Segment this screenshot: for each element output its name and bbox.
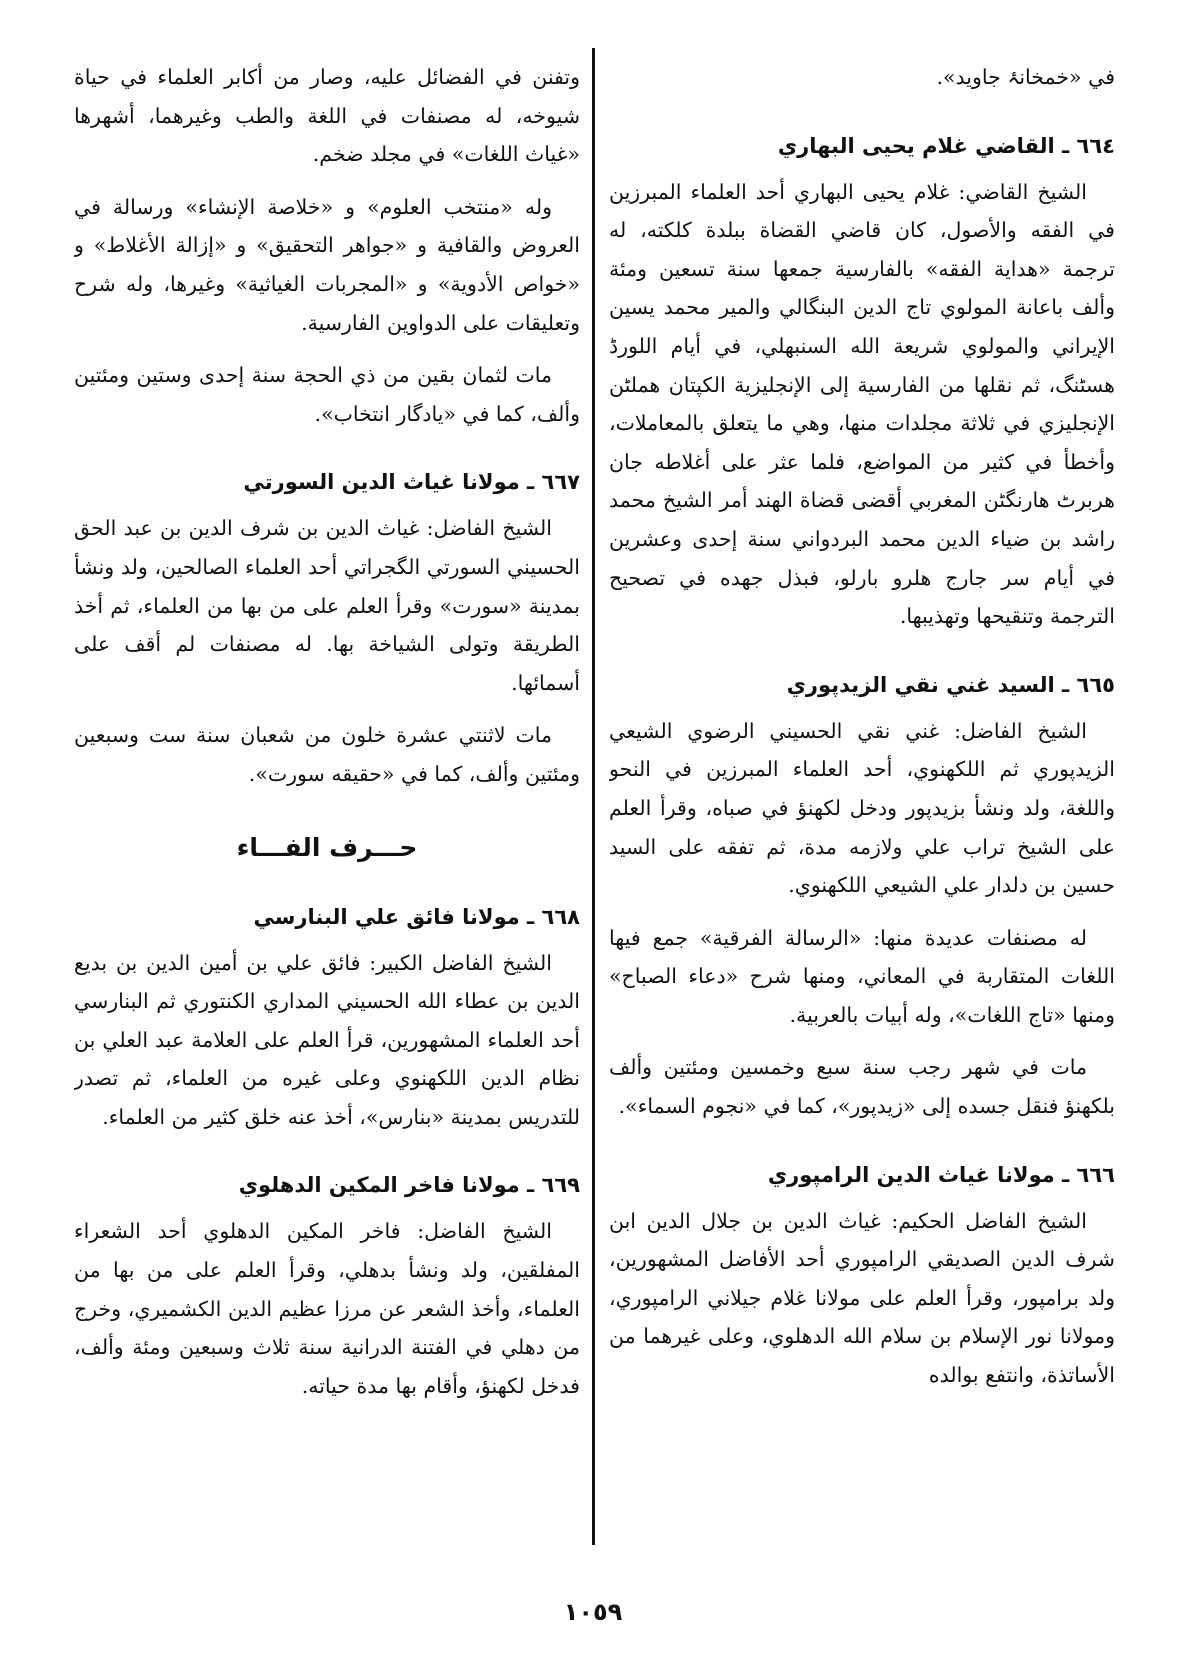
entry-heading-667: ٦٦٧ ـ مولانا غياث الدين السورتي xyxy=(243,470,580,495)
entry-668-paragraph-1: الشيخ الفاضل الكبير: فائق علي بن أمين الدين بن بديع الدين بن عطاء الله الحسيني المداري الكنتوري ثم البنارسي أحد العلماء المشهورين، قرأ العلم على العلامة عبد العلي بن نظام الدين اللكهنوي وعلى غيره من العلماء، ثم تصدر للتدريس بمدينة «بنارس»، أخذ عنه خلق كثير من العلماء. xyxy=(74,950,580,1129)
continuation-paragraph-3: مات لثمان بقين من ذي الحجة سنة إحدى وستين ومئتين وألف، كما في «يادگار انتخاب». xyxy=(74,363,580,426)
entry-667-paragraph-2: مات لاثنتي عشرة خلون من شعبان سنة ست وسبعين ومئتين وألف، كما في «حقيقه سورت». xyxy=(74,723,580,786)
entry-664-paragraph-1: الشيخ القاضي: غلام يحيى البهاري أحد العلماء المبرزين في الفقه والأصول، كان قاضي القضاة ببلدة كلكته، له ترجمة «هداية الفقه» بالفارسية جمعها سنة تسعين ومئة وألف باعانة المولوي تاج الدين البنگالي والمير محمد يسين الإيراني والمولوي شريعة الله السنبهلي، في أيام اللورڈ هسٹنگ، ثم نقلها من الفارسية إلى الإنجليزية الكپتان هملٹن الإنجليزي في ثلاثة مجلدات منها، وهي ما يتعلق بالمعاملات، وأخطأ في كثير من المواضع، فلما عثر على أغلاطه جان هربرٹ هارنگٹن المغربي أقضى قضاة الهند أمر الشيخ محمد راشد بن ضياء الدين محمد البردواني سنة إحدى وعشرين في أيام سر جارج هلرو بارلو، فبذل جهده في تصحيح الترجمة وتنقيحها وتهذيبها. xyxy=(609,179,1115,629)
right-intro: في «خمخانۂ جاويد». xyxy=(936,65,1115,89)
right-column xyxy=(609,58,1115,1598)
column-divider xyxy=(592,48,595,1545)
entry-665-paragraph-3: مات في شهر رجب سنة سبع وخمسين ومئتين وألف بلكهنؤ فنقل جسده إلى «زيدپور»، كما في «نجوم السماء». xyxy=(609,1055,1115,1119)
entry-669-paragraph-1: الشيخ الفاضل: فاخر المكين الدهلوي أحد الشعراء المفلقين، ولد ونشأ بدهلي، وقرأ العلم على من بها من العلماء، وأخذ الشعر عن مرزا عظيم الدين الكشميري، وخرج من دهلي في الفتنة الدرانية سنة ثلاث وسبعين ومئة وألف، فدخل لكهنؤ، وأقام بها مدة حياته. xyxy=(74,1219,580,1398)
continuation-paragraph-2: وله «منتخب العلوم» و «خلاصة الإنشاء» ورسالة في العروض والقافية و «جواهر التحقيق» و «إزالة الأغلاط» و «خواص الأدوية» و «المجربات الغياثية» وغيرها، وله شرح وتعليقات على الدواوين الفارسية. xyxy=(74,194,580,335)
page-number: ١٠٥٩ xyxy=(563,1598,623,1626)
entry-665-paragraph-1: الشيخ الفاضل: غني نقي الحسيني الرضوي الشيعي الزيدپوري ثم اللكهنوي، أحد العلماء المبرزين في النحو واللغة، ولد ونشأ بزيدپور ودخل لكهنؤ في صباه، وقرأ العلم على الشيخ تراب علي ولازمه مدة، ثم تفقه على السيد حسين بن دلدار علي الشيعي اللكهنوي. xyxy=(609,718,1115,898)
entry-heading-668: ٦٦٨ ـ مولانا فائق علي البنارسي xyxy=(253,904,580,929)
entry-665-paragraph-2: له مصنفات عديدة منها: «الرسالة الفرقية» جمع فيها اللغات المتقاربة في المعاني، ومنها شرح «دعاء الصباح» ومنها «تاج اللغات»، وله أبيات بالعربية. xyxy=(609,925,1115,1027)
entry-666-paragraph-1: الشيخ الفاضل الحكيم: غياث الدين بن جلال الدين ابن شرف الدين الصديقي الرامپوري أحد الأفاضل المشهورين، ولد برامپور، وقرأ العلم على مولانا غلام جيلاني الرامپوري، ومولانا نور الإسلام بن سلام الله الدهلوي، وعلى غيرهما من الأساتذة، وانتفع بوالده xyxy=(609,1208,1115,1388)
continuation-paragraph-1: وتفنن في الفضائل عليه، وصار من أكابر العلماء في حياة شيوخه، له مصنفات في اللغة والطب وغيرهما، أشهرها «غياث اللغات» في مجلد ضخم. xyxy=(74,65,580,167)
left-column xyxy=(74,58,580,1598)
entry-heading-664: ٦٦٤ ـ القاضي غلام يحيى البهاري xyxy=(777,133,1115,158)
entry-667-paragraph-1: الشيخ الفاضل: غياث الدين بن شرف الدين بن عبد الحق الحسيني السورتي الگجراتي أحد العلماء الصالحين، ولد ونشأ بمدينة «سورت» وقرأ العلم على من بها من العلماء، ثم أخذ الطريقة وتولى الشياخة بها. له مصنفات لم أقف على أسمائها. xyxy=(74,516,580,695)
entry-heading-666: ٦٦٦ ـ مولانا غياث الدين الرامپوري xyxy=(767,1162,1115,1187)
section-title: حـــرف الفـــاء xyxy=(236,832,418,862)
entry-heading-665: ٦٦٥ ـ السيد غني نقي الزيدپوري xyxy=(786,672,1115,697)
entry-heading-669: ٦٦٩ ـ مولانا فاخر المكين الدهلوي xyxy=(238,1173,580,1198)
